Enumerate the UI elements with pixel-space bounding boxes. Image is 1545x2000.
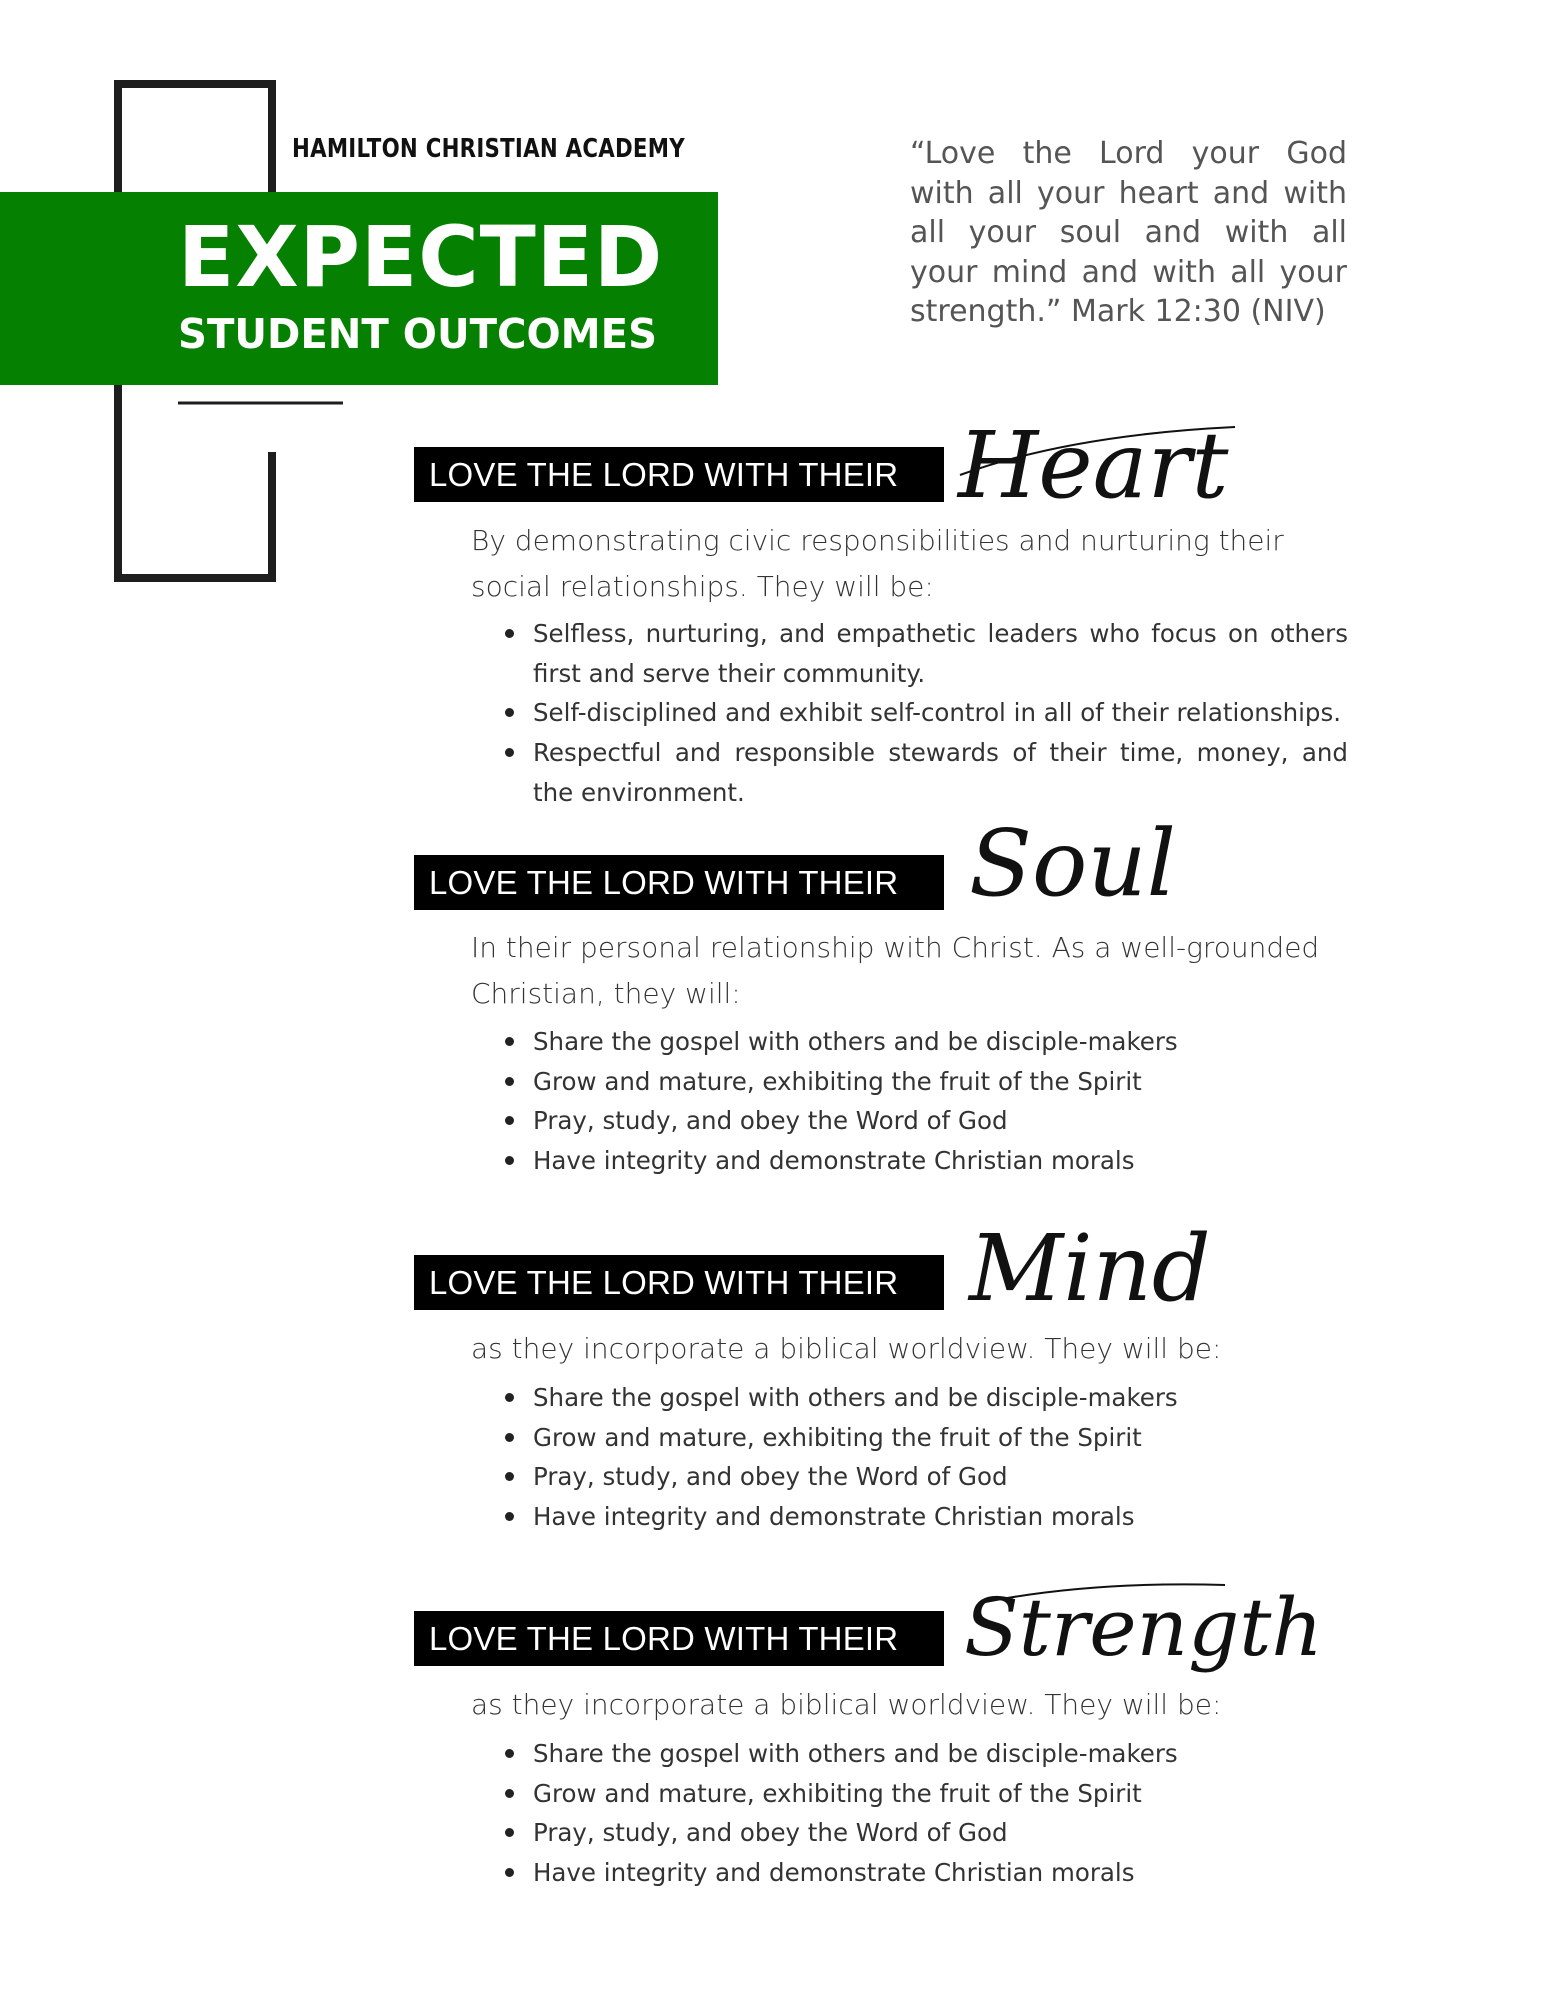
scripture-quote: “Love the Lord your God with all your heart and with all your soul and with all your mind and with all your strength.” Mark 12:30 (NIV) xyxy=(910,136,1347,329)
section-label: LOVE THE LORD WITH THEIR xyxy=(414,855,944,910)
section-label: LOVE THE LORD WITH THEIR xyxy=(414,1255,944,1310)
list-item: Grow and mature, exhibiting the fruit of the Spirit xyxy=(533,1062,1348,1102)
list-item: Selfless, nurturing, and empathetic leaders who focus on others first and serve their community. xyxy=(533,614,1348,693)
section-label: LOVE THE LORD WITH THEIR xyxy=(414,447,944,502)
page-subtitle: STUDENT OUTCOMES xyxy=(178,310,658,358)
script-word-text: Soul xyxy=(969,810,1177,917)
section-intro: as they incorporate a biblical worldview. They will be: xyxy=(471,1688,1222,1721)
list-item: Grow and mature, exhibiting the fruit of the Spirit xyxy=(533,1418,1348,1458)
list-item: Share the gospel with others and be disciple-makers xyxy=(533,1378,1348,1418)
list-item: Share the gospel with others and be disciple-makers xyxy=(533,1022,1348,1062)
school-name: HAMILTON CHRISTIAN ACADEMY xyxy=(292,134,685,164)
script-word-soul xyxy=(965,795,1177,935)
list-item: Grow and mature, exhibiting the fruit of the Spirit xyxy=(533,1774,1348,1814)
section-label: LOVE THE LORD WITH THEIR xyxy=(414,1611,944,1666)
list-item: Have integrity and demonstrate Christian morals xyxy=(533,1497,1348,1537)
list-item: Share the gospel with others and be disciple-makers xyxy=(533,1734,1348,1774)
script-word-text: Mind xyxy=(969,1215,1211,1322)
list-item: Self-disciplined and exhibit self-control in all of their relationships. xyxy=(533,693,1348,733)
script-word-text: Strength xyxy=(964,1581,1323,1674)
list-item: Respectful and responsible stewards of their time, money, and the environment. xyxy=(533,733,1348,812)
section-intro: By demonstrating civic responsibilities and nurturing their social relationships. They will be: xyxy=(471,524,1284,603)
page-title: EXPECTED xyxy=(178,208,664,306)
section-intro: In their personal relationship with Christ. As a well-grounded Christian, they will: xyxy=(471,931,1320,1010)
script-word-strength xyxy=(960,1555,1323,1695)
list-item: Have integrity and demonstrate Christian morals xyxy=(533,1853,1348,1893)
script-word-text: Heart xyxy=(958,412,1229,519)
list-item: Pray, study, and obey the Word of God xyxy=(533,1813,1348,1853)
section-intro: as they incorporate a biblical worldview. They will be: xyxy=(471,1332,1222,1365)
list-item: Pray, study, and obey the Word of God xyxy=(533,1457,1348,1497)
script-word-mind xyxy=(965,1200,1211,1340)
list-item: Pray, study, and obey the Word of God xyxy=(533,1101,1348,1141)
list-item: Have integrity and demonstrate Christian morals xyxy=(533,1141,1348,1181)
